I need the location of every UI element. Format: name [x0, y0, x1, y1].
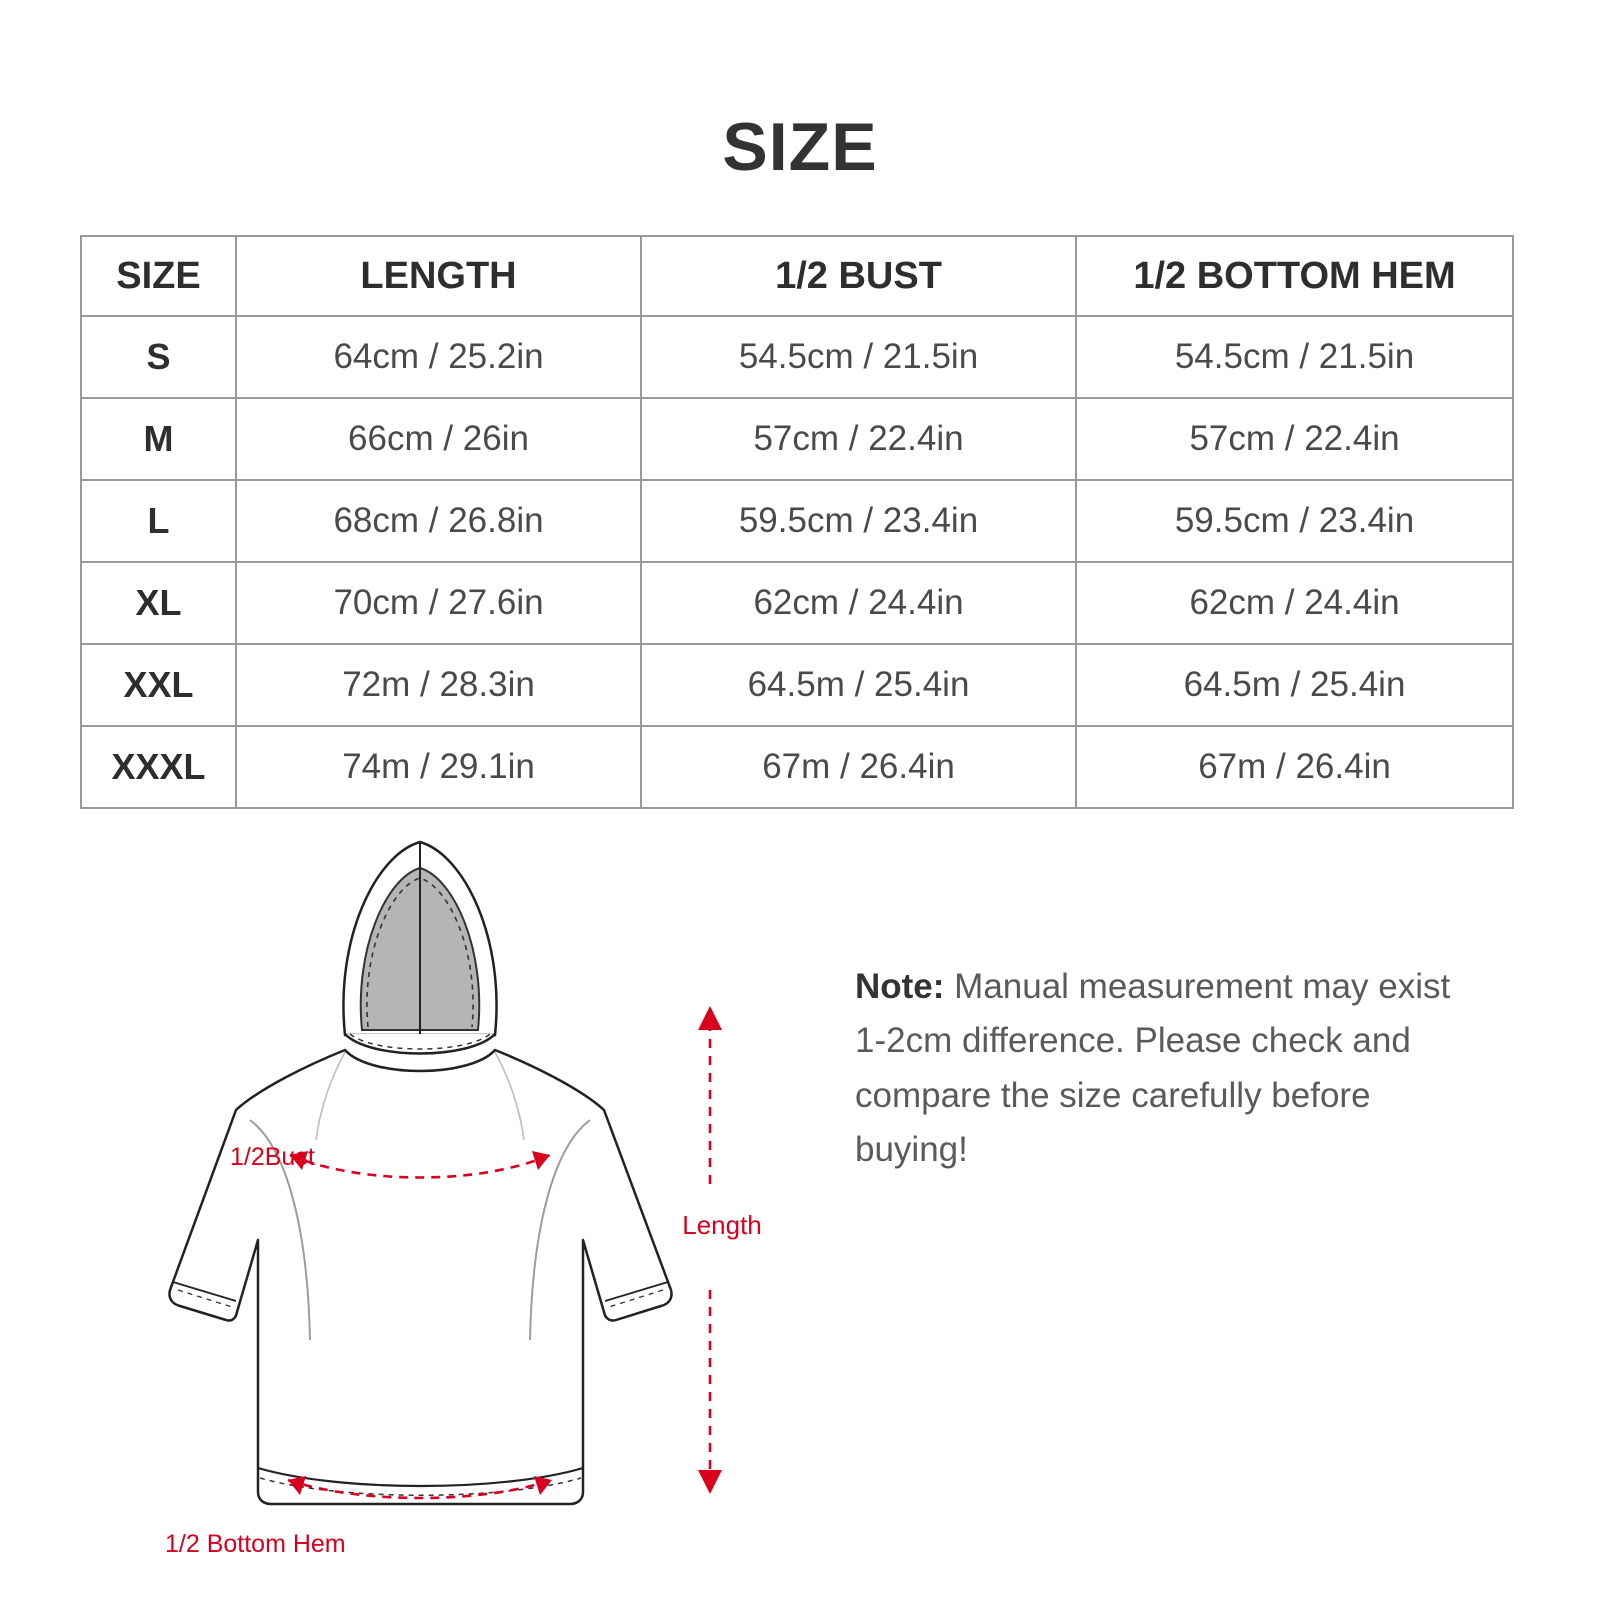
table-row: [81, 398, 1513, 480]
cell-size: XXXL: [81, 726, 236, 808]
column-header-hem: 1/2 BOTTOM HEM: [1076, 236, 1513, 316]
cell-hem: 64.5m / 25.4in: [1076, 644, 1513, 726]
cell-size: L: [81, 480, 236, 562]
cell-length: 66cm / 26in: [236, 398, 641, 480]
size-chart-table: [80, 235, 1514, 809]
cell-size: S: [81, 316, 236, 398]
column-header-bust: 1/2 BUST: [641, 236, 1076, 316]
hoodie-diagram: [140, 820, 700, 1560]
length-dimension-arrow: [660, 1000, 840, 1500]
cell-length: 70cm / 27.6in: [236, 562, 641, 644]
cell-bust: 67m / 26.4in: [641, 726, 1076, 808]
cell-bust: 64.5m / 25.4in: [641, 644, 1076, 726]
table-row: [81, 644, 1513, 726]
page-title: SIZE: [722, 109, 878, 185]
column-header-length: LENGTH: [236, 236, 641, 316]
table-header-row: [81, 236, 1513, 316]
cell-size: XXL: [81, 644, 236, 726]
cell-hem: 57cm / 22.4in: [1076, 398, 1513, 480]
cell-length: 72m / 28.3in: [236, 644, 641, 726]
note-body: Manual measurement may exist 1-2cm difference. Please check and compare the size carefully before buying!: [855, 967, 1451, 1169]
table-row: [81, 726, 1513, 808]
length-measure-label: Length: [682, 1210, 762, 1240]
note-lead: Note:: [855, 967, 945, 1006]
cell-size: M: [81, 398, 236, 480]
cell-hem: 62cm / 24.4in: [1076, 562, 1513, 644]
cell-hem: 54.5cm / 21.5in: [1076, 316, 1513, 398]
cell-bust: 57cm / 22.4in: [641, 398, 1076, 480]
cell-size: XL: [81, 562, 236, 644]
cell-bust: 54.5cm / 21.5in: [641, 316, 1076, 398]
cell-bust: 62cm / 24.4in: [641, 562, 1076, 644]
bottom-hem-measure-label: 1/2 Bottom Hem: [165, 1530, 346, 1558]
cell-bust: 59.5cm / 23.4in: [641, 480, 1076, 562]
cell-length: 64cm / 25.2in: [236, 316, 641, 398]
table-row: [81, 316, 1513, 398]
column-header-size: SIZE: [81, 236, 236, 316]
table-row: [81, 480, 1513, 562]
cell-hem: 59.5cm / 23.4in: [1076, 480, 1513, 562]
vertical-arrow-icon: [660, 1000, 840, 1500]
cell-length: 74m / 29.1in: [236, 726, 641, 808]
measurement-note: [855, 960, 1475, 1177]
cell-length: 68cm / 26.8in: [236, 480, 641, 562]
table-row: [81, 562, 1513, 644]
bust-measure-label: 1/2Bust: [230, 1143, 315, 1171]
hoodie-technical-drawing-icon: [140, 820, 700, 1560]
cell-hem: 67m / 26.4in: [1076, 726, 1513, 808]
